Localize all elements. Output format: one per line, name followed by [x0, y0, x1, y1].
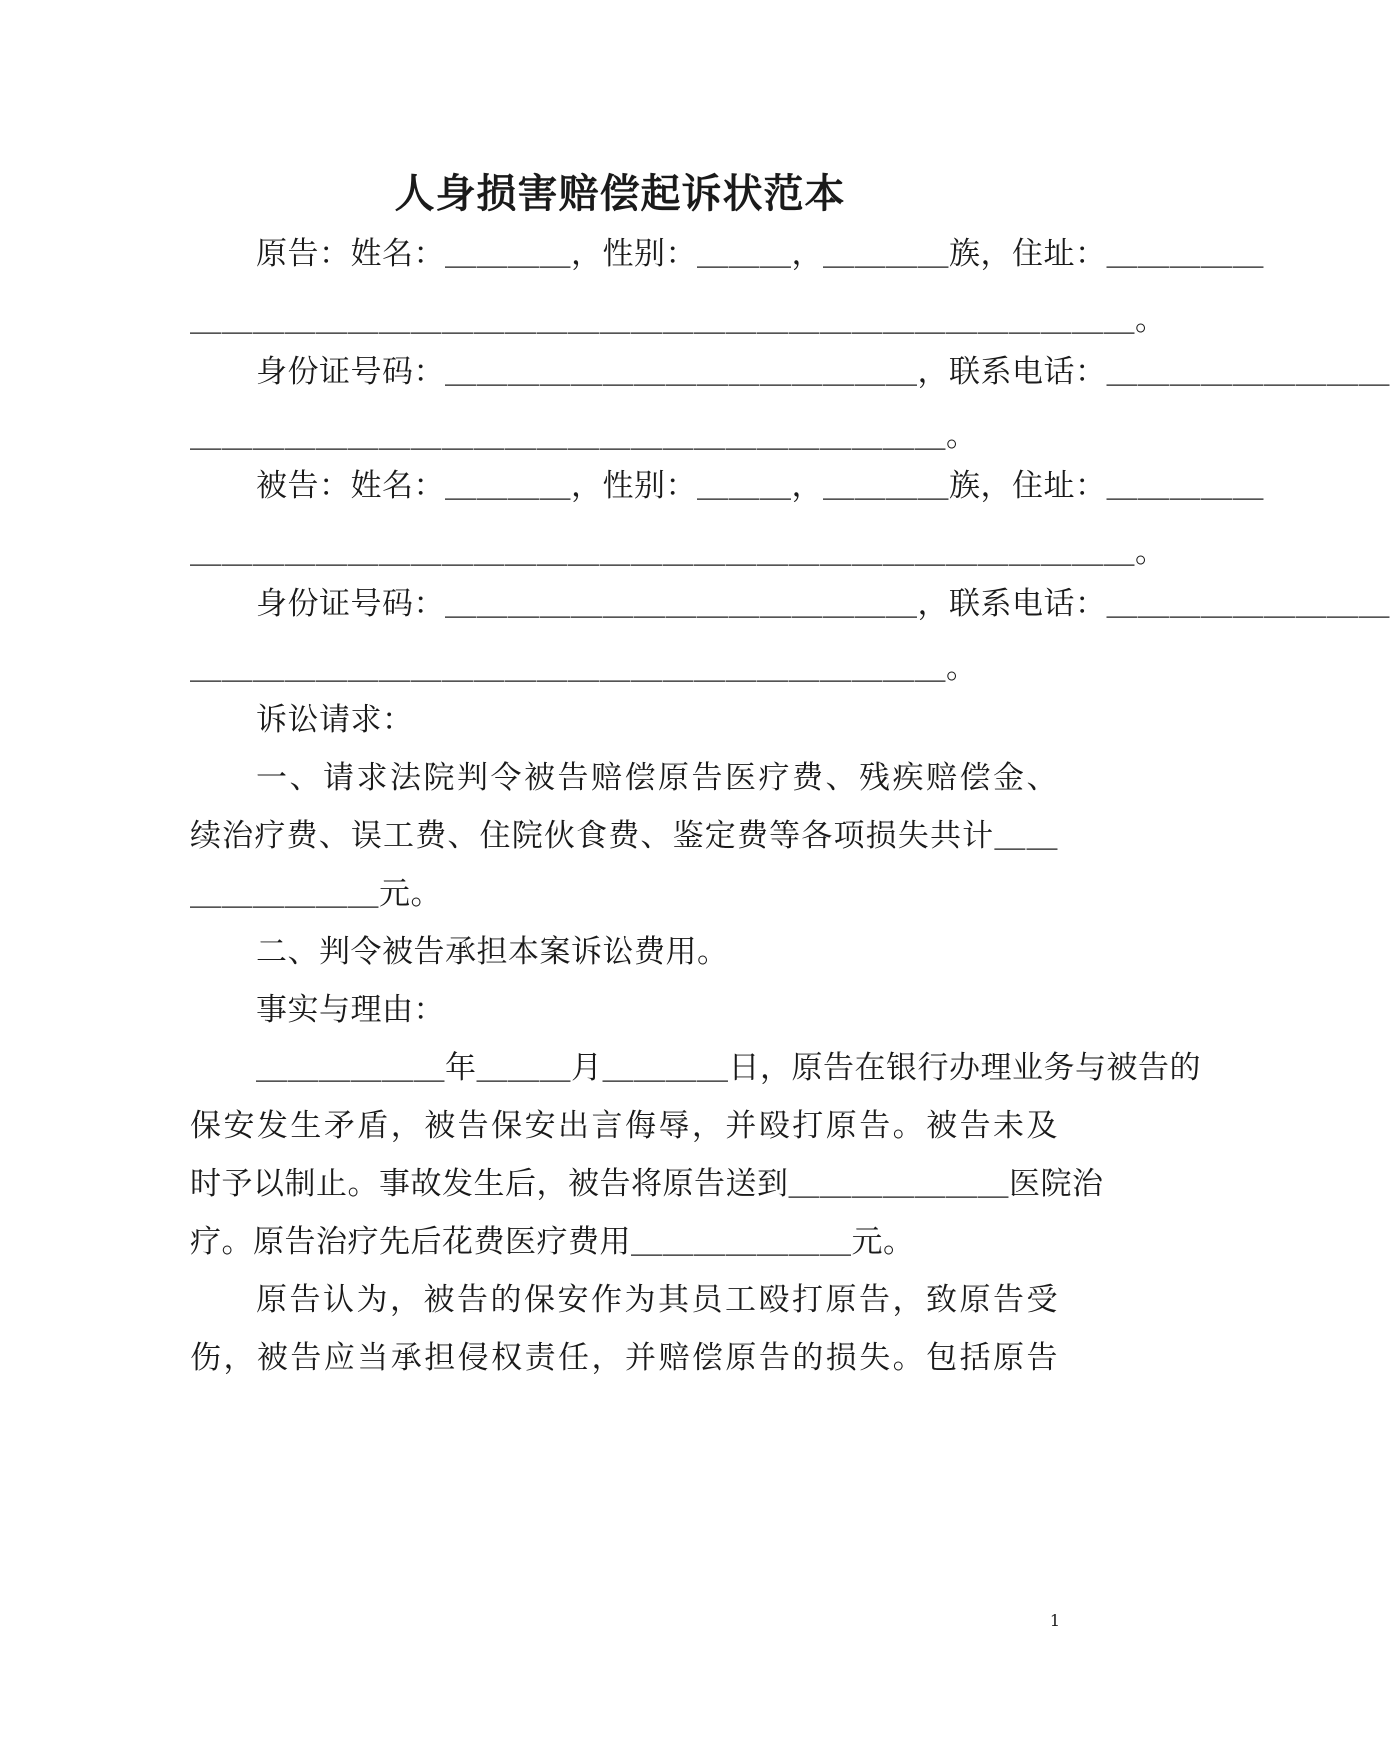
facts-heading: 事实与理由：	[256, 992, 445, 1028]
facts-line-1: ＿＿＿＿＿＿年＿＿＿月＿＿＿＿日，原告在银行办理业务与被告的	[256, 1050, 1201, 1086]
reasoning-line-2: 伤，被告应当承担侵权责任，并赔偿原告的损失。包括原告	[190, 1340, 1058, 1376]
claim-one-line-3: ＿＿＿＿＿＿元。	[190, 876, 442, 912]
defendant-phone-continuation: ＿＿＿＿＿＿＿＿＿＿＿＿＿＿＿＿＿＿＿＿＿＿＿＿。	[190, 650, 978, 686]
defendant-id-phone-line: 身份证号码：＿＿＿＿＿＿＿＿＿＿＿＿＿＿＿，联系电话：＿＿＿＿＿＿＿＿＿	[256, 586, 1390, 622]
facts-line-4: 疗。原告治疗先后花费医疗费用＿＿＿＿＿＿＿元。	[190, 1224, 915, 1260]
claims-heading: 诉讼请求：	[256, 702, 414, 738]
plaintiff-id-phone-line: 身份证号码：＿＿＿＿＿＿＿＿＿＿＿＿＿＿＿，联系电话：＿＿＿＿＿＿＿＿＿	[256, 354, 1390, 390]
defendant-address-continuation: ＿＿＿＿＿＿＿＿＿＿＿＿＿＿＿＿＿＿＿＿＿＿＿＿＿＿＿＿＿＿。	[190, 534, 1167, 570]
document-title: 人身损害赔偿起诉状范本	[394, 171, 846, 217]
reasoning-line-1: 原告认为，被告的保安作为其员工殴打原告，致原告受	[256, 1282, 1058, 1318]
plaintiff-address-continuation: ＿＿＿＿＿＿＿＿＿＿＿＿＿＿＿＿＿＿＿＿＿＿＿＿＿＿＿＿＿＿。	[190, 302, 1167, 338]
plaintiff-info-line: 原告：姓名：＿＿＿＿，性别：＿＿＿，＿＿＿＿族，住址：＿＿＿＿＿	[256, 236, 1264, 272]
facts-line-2: 保安发生矛盾，被告保安出言侮辱，并殴打原告。被告未及	[190, 1108, 1058, 1144]
defendant-info-line: 被告：姓名：＿＿＿＿，性别：＿＿＿，＿＿＿＿族，住址：＿＿＿＿＿	[256, 468, 1264, 504]
claim-two-line: 二、判令被告承担本案诉讼费用。	[256, 934, 729, 970]
claim-one-line-2: 续治疗费、误工费、住院伙食费、鉴定费等各项损失共计＿＿	[190, 818, 1058, 854]
plaintiff-phone-continuation: ＿＿＿＿＿＿＿＿＿＿＿＿＿＿＿＿＿＿＿＿＿＿＿＿。	[190, 418, 978, 454]
claim-one-line-1: 一、请求法院判令被告赔偿原告医疗费、残疾赔偿金、	[256, 760, 1058, 796]
facts-line-3: 时予以制止。事故发生后，被告将原告送到＿＿＿＿＿＿＿医院治	[190, 1166, 1104, 1202]
page-number: 1	[1049, 1611, 1060, 1630]
